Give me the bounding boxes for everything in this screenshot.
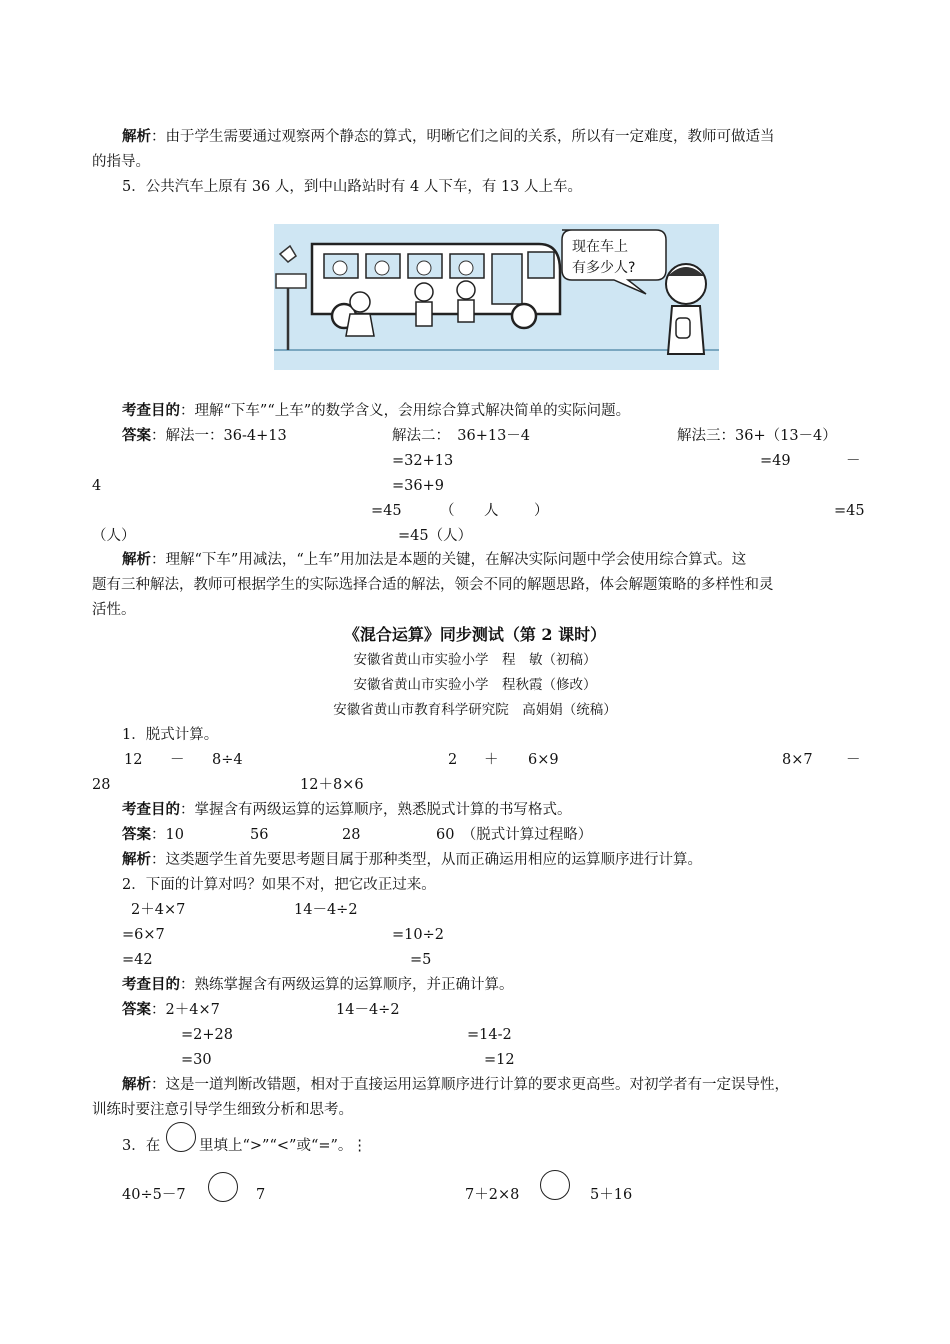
q1-title: 1．脱式计算。 (122, 727, 219, 743)
inline-circle-icon (166, 1122, 196, 1152)
q1-analysis: 解析：这类题学生首先要思考题目属于那种类型，从而正确运用相应的运算顺序进行计算。 (122, 852, 702, 868)
answer-label: 答案 (122, 428, 151, 444)
author-line-3: 安徽省黄山市教育科学研究院 高娟娟（统稿） (333, 702, 617, 718)
q1-expr2-b: ＋ (484, 752, 499, 768)
q2-answer-step1b: =14-2 (467, 1027, 512, 1043)
unit-ren: 人 (484, 503, 499, 519)
q2-purpose: 考查目的：熟练掌握含有两级运算的运算顺序，并正确计算。 (122, 977, 514, 993)
q5-purpose: 考查目的：理解“下车”“上车”的数学含义，会用综合算式解决简单的实际问题。 (122, 403, 631, 419)
q1-expr3-b: － (846, 752, 861, 768)
q1-expr2-c: 6×9 (528, 752, 559, 768)
q2-answer-step2b: =12 (484, 1052, 515, 1068)
method2-step1: =32+13 (392, 453, 454, 469)
q1-answer: 答案：10 (122, 827, 184, 843)
method3-dash: － (846, 453, 861, 469)
q1-answer-4: 60 （脱式计算过程略） (436, 827, 593, 843)
analysis-text-cont: 的指导。 (92, 154, 150, 170)
q5-analysis: 解析：理解“下车”用减法，“上车”用加法是本题的关键，在解决实际问题中学会使用综合算式。这 (122, 552, 747, 568)
paren-right: ） (534, 503, 549, 519)
q2-expr2-step1: =10÷2 (392, 927, 444, 943)
speech-text-line1: 现在车上 (572, 239, 628, 255)
q1-expr1-c: 8÷4 (212, 752, 243, 768)
q3-left-rhs: 7 (256, 1187, 266, 1203)
q5-analysis-cont2: 活性。 (92, 602, 136, 618)
analysis-label: 解析 (122, 552, 151, 568)
q2-answer-expr2: 14－4÷2 (336, 1002, 400, 1018)
q2-expr2-step2: =5 (410, 952, 432, 968)
q1-expr1-a: 12 (124, 752, 143, 768)
speech-text-line2: 有多少人? (572, 260, 636, 276)
q1-answer-3: 28 (342, 827, 361, 843)
bus-wheel (512, 304, 536, 328)
q3-title-a: 3．在 (122, 1138, 161, 1154)
method3-step1: =49 (760, 453, 791, 469)
q1-expr3-a: 8×7 (782, 752, 813, 768)
method3-result: =45 (834, 503, 865, 519)
bus-illustration (274, 224, 719, 370)
q2-answer: 答案：2＋4×7 (122, 1002, 220, 1018)
q2-expr1-step2: =42 (122, 952, 153, 968)
analysis-label: 解析 (122, 129, 151, 145)
method2-result: =45（人） (398, 528, 473, 544)
paren-left: （ (440, 503, 455, 519)
thinking-child (666, 264, 706, 354)
q1-expr3-c: 28 (92, 777, 111, 793)
q1-expr1-b: － (170, 752, 185, 768)
method2-title: 解法二： 36+13－4 (392, 428, 531, 444)
method3-unit: （人） (92, 528, 136, 544)
purpose-label: 考查目的 (122, 403, 180, 419)
q3-right-rhs: 5＋16 (590, 1187, 633, 1203)
q5-answer-line1: 答案：解法一：36-4+13 (122, 428, 287, 444)
q2-analysis-cont: 训练时要注意引导学生细致分析和思考。 (92, 1102, 353, 1118)
q2-answer-step2: =30 (181, 1052, 212, 1068)
question-5-text: 5．公共汽车上原有 36 人，到中山路站时有 4 人下车，有 13 人上车。 (122, 179, 583, 195)
q2-analysis: 解析：这是一道判断改错题，相对于直接运用运算顺序进行计算的要求更高些。对初学者有一定误导性， (122, 1077, 789, 1093)
q3-right-answer-circle[interactable] (540, 1170, 570, 1200)
q1-expr2-a: 2 (448, 752, 458, 768)
bus-front-window (528, 252, 554, 278)
author-line-2: 安徽省黄山市实验小学 程秋霞（修改） (353, 677, 597, 693)
q3-left-answer-circle[interactable] (208, 1172, 238, 1202)
q1-answer-2: 56 (250, 827, 269, 843)
method3-title: 解法三：36+（13－4） (677, 428, 837, 444)
q5-analysis-cont1: 题有三种解法，教师可根据学生的实际选择合适的解法，领会不同的解题思路，体会解题策略的多样性和灵 (92, 577, 774, 593)
q1-expr4: 12＋8×6 (300, 777, 364, 793)
author-line-1: 安徽省黄山市实验小学 程 敏（初稿） (353, 652, 597, 668)
q2-expr2: 14－4÷2 (294, 902, 358, 918)
q2-expr1: 2＋4×7 (131, 902, 186, 918)
q3-right-expression: 7＋2×8 (465, 1187, 520, 1203)
analysis-text: ：由于学生需要通过观察两个静态的算式，明晰它们之间的关系，所以有一定难度，教师可做适当 (151, 129, 775, 145)
method3-four: 4 (92, 478, 102, 494)
method2-step2: =36+9 (392, 478, 444, 494)
method1-result: =45 (371, 503, 402, 519)
section-title: 《混合运算》同步测试（第 2 课时） (343, 625, 607, 644)
q2-expr1-step1: =6×7 (122, 927, 165, 943)
bus-door (492, 254, 522, 304)
q3-title-b: 里填上“>”“<”或“=”。⋮ (199, 1138, 367, 1154)
q2-answer-step1: =2+28 (181, 1027, 233, 1043)
q2-title: 2．下面的计算对吗？如果不对，把它改正过来。 (122, 877, 436, 893)
q1-purpose: 考查目的：掌握含有两级运算的运算顺序，熟悉脱式计算的书写格式。 (122, 802, 572, 818)
analysis-paragraph (122, 127, 775, 147)
q3-left-expression: 40÷5－7 (122, 1187, 186, 1203)
